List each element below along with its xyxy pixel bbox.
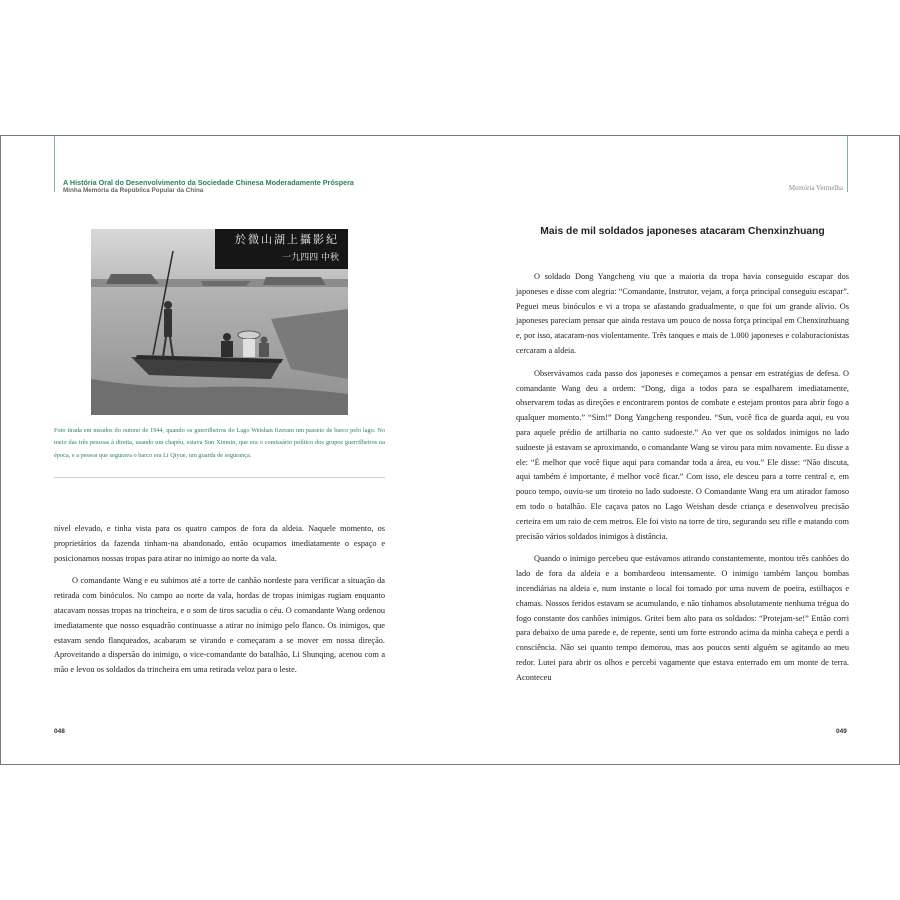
section-name: Memória Vermelha: [788, 184, 843, 192]
historical-photo: [91, 229, 348, 415]
right-page-body: [516, 270, 849, 694]
photo-inscription-date: 一九四四 中秋: [282, 253, 339, 263]
page-number-right: 049: [836, 728, 847, 735]
left-page-body: [54, 522, 385, 686]
book-spread: [0, 135, 900, 765]
photo-illustration: [91, 229, 348, 415]
right-paragraph-2: Observávamos cada passo dos japoneses e começamos a pensar em estratégias de defesa. O comandante Wang deu a ordem: “Dong, diga a todos para se espalharem imediatamente, observarem todas as direções e encontrarem pontos de combate e estejam prontos para abrir fogo a qualquer momento.” “Sim!” Dong Yangcheng respondeu. “Sun, você fica de guarda aqui, eu vou para aquele prédio de artilharia no canto sudoeste.” Ao ver que os soldados inimigos no lado sudoeste já estavam se aproximando, o comandante Wang se virou para mim novamente. Eu disse a ele: “É melhor que você fique aqui para comandar toda a área, eu vou.” Ele disse: “Não discuta, aqui também é importante, é melhor você ficar.” Com isso, ele desceu para a torre central e, em pouco tempo, ouviu-se um tiroteio no lado sudoeste. O Comandante Wang era um atirador famoso em todo o batalhão. Ele caçava patos no Lago Weishan desde criança e desenvolveu precisão certeira em um raio de cem metros. Ele foi visto na torre de tiro, segurando seu rifle e matando com precisão vários soldados inimigos à distância.: [516, 368, 849, 541]
book-title: A História Oral do Desenvolvimento da Sociedade Chinesa Moderadamente Próspera: [63, 178, 354, 187]
header-rule-right: [847, 136, 848, 192]
running-header: [63, 178, 443, 195]
left-paragraph-2: O comandante Wang e eu subimos até a torre de canhão nordeste para verificar a situação da retirada com binóculos. No campo ao norte da vala, hordas de tropas inimigas rugiam enquanto atacavam nossas tropas na trincheira, e o som de tiros sacudia o céu. O comandante Wang ordenou imediatamente que nosso esquadrão continuasse a atirar no inimigo pelo flanco. Os inimigos, que estavam sendo flanqueados, acabaram se virando e começaram a se mover em nossa direção. Aproveitando a dispersão do inimigo, o vice-comandante do batalhão, Li Shunqing, acenou com a mão e levou os soldados da trincheira em uma retirada veloz para o leste.: [54, 576, 385, 675]
header-rule-left: [54, 136, 55, 192]
book-subtitle: Minha Memória da República Popular da China: [63, 187, 204, 194]
page-number-left: 048: [54, 728, 65, 735]
left-paragraph-1: nível elevado, e tinha vista para os quatro campos de fora da aldeia. Naquele momento, os proprietários da fazenda tinham-na abandonado, então ocupamos imediatamente o espaço e posicionamos nossas tropas para atirar no inimigo ao norte da vala.: [54, 524, 385, 563]
right-paragraph-1: O soldado Dong Yangcheng viu que a maioria da tropa havia conseguido escapar dos japoneses e disse com alegria: “Comandante, Instrutor, vejam, a força principal conseguiu escapar”. Peguei meus binóculos e vi a tropa se afastando gradualmente, o que foi um grande alívio. Os japoneses pareciam pensar que ainda restava um pouco de nossa força principal em Chenxinzhuang e, por isso, atacaram-nos violentamente. Três tanques e mais de 1.000 japoneses e colaboracionistas cercaram a aldeia.: [516, 272, 849, 355]
right-paragraph-3: Quando o inimigo percebeu que estávamos atirando constantemente, montou três canhões do lado de fora da aldeia e a bombardeou intensamente. O inimigo também lançou bombas incendiárias na aldeia e, num instante o local foi tomado por uma nuvem de poeira, estilhaços e chamas. Nossos feridos estavam se acumulando, e não tínhamos absolutamente nenhuma trégua do fogo constante dos canhões inimigos. Gritei bem alto para os soldados: “Protejam-se!” Então corri para debaixo de uma parede e, de repente, senti um forte estrondo acima da minha cabeça e perdi a consciência. Não sei quanto tempo demorou, mas aos poucos senti alguém se agitando ao meu redor. Lutei para abrir os olhos e percebi vagamente que estava enterrado em um monte de terra. Aconteceu: [516, 554, 849, 682]
section-title: Mais de mil soldados japoneses atacaram Chenxinzhuang: [540, 226, 825, 237]
photo-caption: Foto tirada em meados do outono de 1944, quando os guerrilheiros do Lago Weishan fizeram um passeio de barco pelo lago. No meio das três pessoas à direita, usando um chapéu, estava Sun Xinmin, que era o comissário político dos grupos guerrilheiros na época, e a pessoa que segurava o barco era Li Qiyue, um guarda de segurança.: [54, 427, 385, 459]
caption-divider: [54, 477, 385, 478]
photo-inscription-main: 於微山湖上攝影紀: [235, 233, 339, 246]
